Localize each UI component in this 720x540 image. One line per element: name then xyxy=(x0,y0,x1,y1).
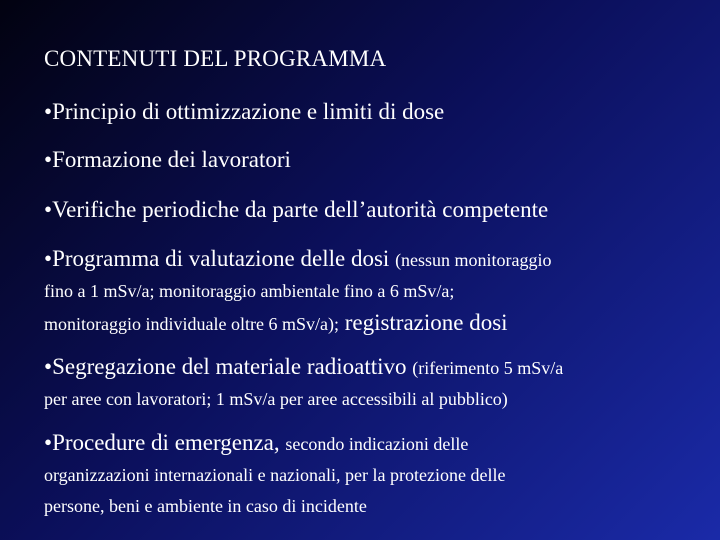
bullet-detail: monitoraggio individuale oltre 6 mSv/a); xyxy=(44,314,339,334)
bullet-lead: Segregazione del materiale radioattivo xyxy=(52,354,407,379)
bullet-detail: secondo indicazioni delle xyxy=(285,434,469,454)
bullet-item xyxy=(44,96,684,128)
bullet-item xyxy=(44,243,684,340)
bullet-tail: registrazione dosi xyxy=(344,310,508,335)
bullet-detail: per aree con lavoratori; 1 mSv/a per aree accessibili al pubblico) xyxy=(44,389,508,409)
bullet-text: Formazione dei lavoratori xyxy=(52,147,291,172)
bullet-marker: • xyxy=(44,147,53,172)
slide-title: CONTENUTI DEL PROGRAMMA xyxy=(44,46,387,71)
bullet-detail: (riferimento 5 mSv/a xyxy=(412,358,564,378)
bullet-marker: • xyxy=(44,99,53,124)
bullet-text: Verifiche periodiche da parte dell’autorità competente xyxy=(52,197,549,222)
bullet-marker: • xyxy=(44,430,53,455)
bullet-lead: Procedure di emergenza, xyxy=(52,430,280,455)
bullet-text: Principio di ottimizzazione e limiti di dose xyxy=(52,99,445,124)
bullet-item xyxy=(44,351,684,415)
bullet-item xyxy=(44,427,684,522)
bullet-item xyxy=(44,144,684,176)
bullet-detail: fino a 1 mSv/a; monitoraggio ambientale fino a 6 mSv/a; xyxy=(44,281,455,301)
bullet-detail: (nessun monitoraggio xyxy=(395,250,552,270)
bullet-marker: • xyxy=(44,354,53,379)
bullet-detail: persone, beni e ambiente in caso di incidente xyxy=(44,496,367,516)
bullet-item xyxy=(44,194,684,226)
bullet-lead: Programma di valutazione delle dosi xyxy=(52,246,390,271)
bullet-detail: organizzazioni internazionali e nazionali, per la protezione delle xyxy=(44,465,506,485)
bullet-marker: • xyxy=(44,246,53,271)
bullet-marker: • xyxy=(44,197,53,222)
